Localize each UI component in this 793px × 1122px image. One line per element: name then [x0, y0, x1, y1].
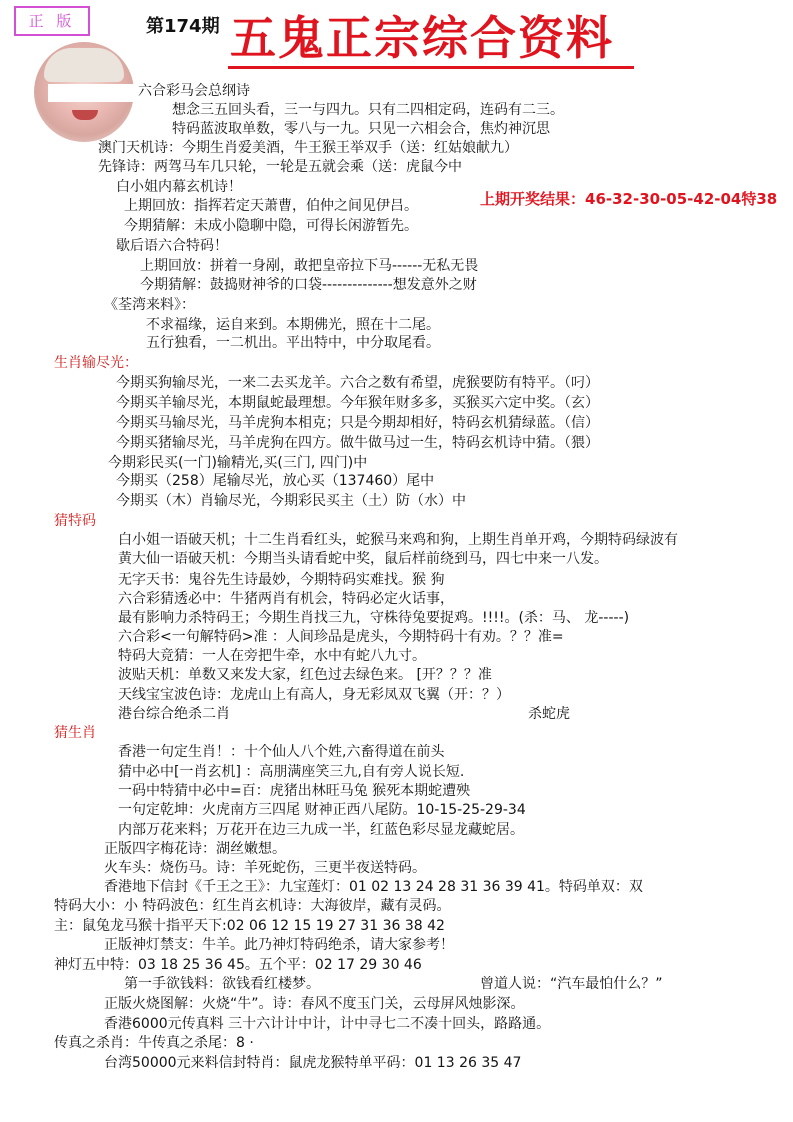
issue-number: 第174期 [146, 16, 220, 37]
section-heading: 猜特码 [54, 513, 96, 529]
text-line: 正版四字梅花诗：湖丝嫩想。 [104, 841, 286, 857]
title-underline [228, 66, 634, 69]
text-line: 想念三五回头看，三一与四九。只有二四相定码，连码有二三。 [172, 102, 564, 118]
text-line: 六合彩猜透必中：牛猪两肖有机会，特码必定火话事， [118, 591, 454, 607]
text-line: 今期买马输尽光，马羊虎狗本相克；只是今期却相好，特码玄机猜绿蓝。（信） [116, 415, 599, 431]
text-line: 上期回放：指挥若定天萧曹，伯仲之间见伊吕。 [124, 198, 418, 214]
section-heading: 猜生肖 [54, 725, 96, 741]
text-line: 今期猜解：鼓捣财神爷的口袋--------------想发意外之财 [140, 277, 477, 293]
text-line: 六合彩马会总纲诗 [138, 83, 250, 99]
text-line: 黄大仙一语破天机：今期当头请看蛇中奖，鼠后样前绕到马，四七中来一八发。 [118, 551, 608, 567]
text-line: 主：鼠兔龙马猴十指平天下:02 06 12 15 19 27 31 36 38 42 [54, 918, 445, 934]
genuine-badge: 正 版 [14, 6, 90, 36]
text-line: 今期买猪输尽光，马羊虎狗在四方。做牛做马过一生，特码玄机诗中猜。（猥） [116, 435, 599, 451]
text-line: 今期猜解：未成小隐聊中隐，可得长闲游暂先。 [124, 218, 418, 234]
text-line: 歇后语六合特码！ [116, 238, 228, 254]
text-line: 正版神灯禁支：牛羊。此乃神灯特码绝杀，请大家参考！ [104, 937, 454, 953]
text-line: 上期回放：拼着一身剐，敢把皇帝拉下马------无私无畏 [140, 258, 479, 274]
text-line: 一码中特猜中必中=百：虎猪出林旺马兔 猴死本期蛇遭殃 [118, 783, 471, 799]
text-line: 内部万花来料；万花开在边三九成一半，红蓝色彩尽显龙藏蛇居。 [118, 822, 524, 838]
text-line: 一句定乾坤：火虎南方三四尾 财神正西八尾防。10-15-25-29-34 [118, 802, 526, 818]
text-line: 猜中必中[一肖玄机] ：高朋满座笑三九,自有旁人说长短. [118, 764, 465, 780]
text-line: 白小姐内幕玄机诗！ [116, 179, 242, 195]
text-line: 杀蛇虎 [528, 706, 570, 722]
section-heading: 生肖输尽光： [54, 355, 138, 371]
text-line: 六合彩<一句解特码>准 ：人间珍品是虎头，今期特码十有劝。？？准= [118, 629, 564, 645]
text-line: 正版火烧图解：火烧“牛”。诗：春风不度玉门关，云母屏风烛影深。 [104, 996, 525, 1012]
text-line: 港台综合绝杀二肖 [118, 706, 230, 722]
text-line: 第一手欲钱料：欲钱看红楼梦。 [124, 976, 320, 992]
text-line: 最有影响力杀特码王；今期生肖找三九，守株待兔要捉鸡。!!!!。(杀：马、 龙-----) [118, 610, 630, 626]
text-line: 特码大小：小 特码波色：红生肖玄机诗：大海彼岸，藏有灵码。 [54, 898, 451, 914]
text-line: 无字天书：鬼谷先生诗最妙，今期特码实难找。猴 狗 [118, 572, 445, 588]
text-line: 火车头：烧伤马。诗：羊死蛇伤，三更半夜送特码。 [104, 860, 426, 876]
text-line: 今期买（木）肖输尽光，今期彩民买主（土）防（水）中 [116, 493, 466, 509]
redaction-bar [48, 84, 138, 102]
text-line: 五行独看，一二机出。平出特中，中分取尾看。 [146, 335, 440, 351]
text-line: 今期买羊输尽光，本期鼠蛇最理想。今年猴年财多多，买猴买六定中奖。（玄） [116, 395, 599, 411]
text-line: 曾道人说：“汽车最怕什么？” [480, 976, 663, 992]
text-line: 香港6000元传真料 三十六计计中计，计中寻七二不凑十回头，路路通。 [104, 1016, 551, 1032]
text-line: 特码蓝波取单数，零八与一九。只见一六相会合，焦灼神沉思 [172, 121, 550, 137]
text-line: 传真之杀肖：牛传真之杀尾：8 · [54, 1035, 254, 1051]
text-line: 白小姐一语破天机；十二生肖看红头，蛇猴马来鸡和狗，上期生肖单开鸡，今期特码绿波有 [118, 532, 678, 548]
text-line: 天线宝宝波色诗：龙虎山上有高人，身无彩凤双飞翼（开：？） [118, 687, 510, 703]
text-line: 今期买（258）尾输尽光，放心买（137460）尾中 [116, 473, 435, 489]
text-line: 先锋诗：两驾马车几只轮，一轮是五就会乘（送：虎鼠今中 [98, 159, 462, 175]
page-title: 五鬼正宗综合资料 [230, 11, 614, 65]
text-line: 波贴天机：单数又来发大家，红色过去绿色来。 [开？？？准 [118, 667, 492, 683]
text-line: 香港地下信封《千王之王》：九宝莲灯：01 02 13 24 28 31 36 39 41。特码单双：双 [104, 879, 643, 895]
text-line: 神灯五中特：03 18 25 36 45。五个平：02 17 29 30 46 [54, 957, 422, 973]
last-draw-result: 上期开奖结果：46-32-30-05-42-04特38 [480, 190, 778, 208]
text-line: 特码大竞猜：一人在旁把牛牵，水中有蛇八九寸。 [118, 648, 426, 664]
text-line: 台湾50000元来料信封特肖：鼠虎龙猴特单平码：01 13 26 35 47 [104, 1055, 522, 1071]
text-line: 今期彩民买(一门)输精光,买(三门, 四门)中 [108, 455, 368, 471]
text-line: 香港一句定生肖！：十个仙人八个姓,六畜得道在前头 [118, 744, 445, 760]
text-line: 澳门天机诗：今期生肖爱美酒，牛王猴王举双手（送：红姑娘献九） [98, 140, 518, 156]
text-line: 《荃湾来料》： [104, 297, 195, 313]
text-line: 不求福缘，运自来到。本期佛光，照在十二尾。 [146, 317, 440, 333]
text-line: 今期买狗输尽光，一来二去买龙羊。六合之数有希望，虎猴要防有特平。（叼） [116, 375, 599, 391]
